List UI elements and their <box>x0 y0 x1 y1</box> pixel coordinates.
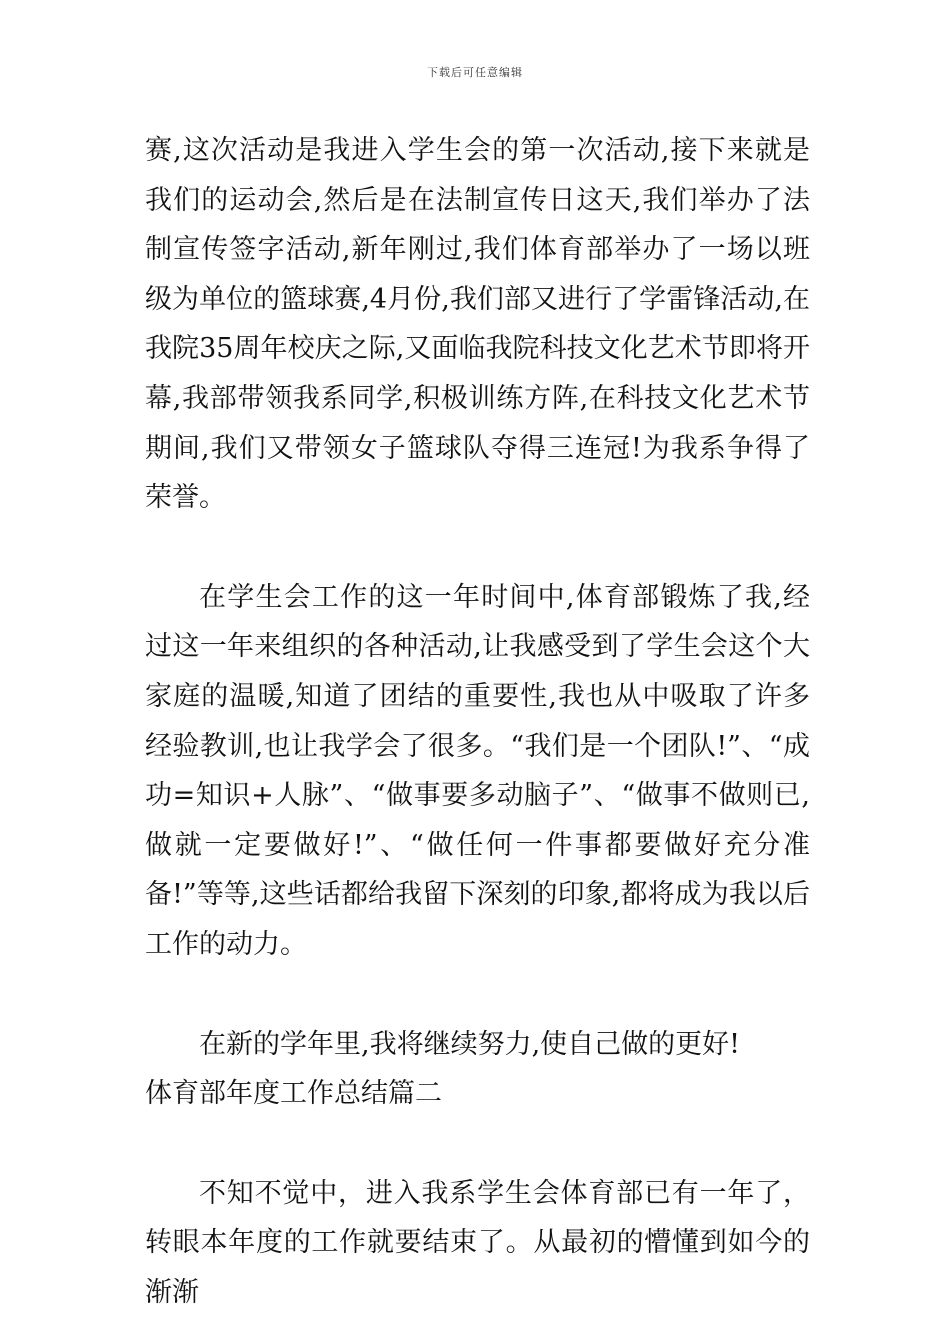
paragraph-activities: 赛,这次活动是我进入学生会的第一次活动,接下来就是我们的运动会,然后是在法制宣传日这天,我们举办了法制宣传签字活动,新年刚过,我们体育部举办了一场以班级为单位的篮球赛,4月份,我们部又进行了学雷锋活动,在我院35周年校庆之际,又面临我院科技文化艺术节即将开幕,我部带领我系同学,积极训练方阵,在科技文化艺术节期间,我们又带领女子篮球队夺得三连冠!为我系争得了荣誉。 <box>145 135 810 514</box>
paragraph-intro-two: 不知不觉中，进入我系学生会体育部已有一年了，转眼本年度的工作就要结束了。从最初的懵懂到如今的渐渐 <box>145 1177 810 1308</box>
paragraph-closing: 在新的学年里,我将继续努力,使自己做的更好! <box>199 1028 741 1060</box>
paragraph-gap <box>145 523 810 573</box>
paragraph-reflection: 在学生会工作的这一年时间中,体育部锻炼了我,经过这一年来组织的各种活动,让我感受到了学生会这个大家庭的温暖,知道了团结的重要性,我也从中吸取了许多经验教训,也让我学会了很多。“我们是一个团队!”、“成功=知识+人脉”、“做事要多动脑子”、“做事不做则已,做就一定要做好!”、“做任何一件事都要做好充分准备!”等等,这些话都给我留下深刻的印象,都将成为我以后工作的动力。 <box>145 581 810 960</box>
document-body <box>145 126 810 1317</box>
paragraph-gap <box>145 1119 810 1169</box>
page-header: 下载后可任意编辑 <box>427 66 523 79</box>
section-heading: 体育部年度工作总结篇二 <box>145 1078 442 1110</box>
paragraph-gap <box>145 970 810 1020</box>
